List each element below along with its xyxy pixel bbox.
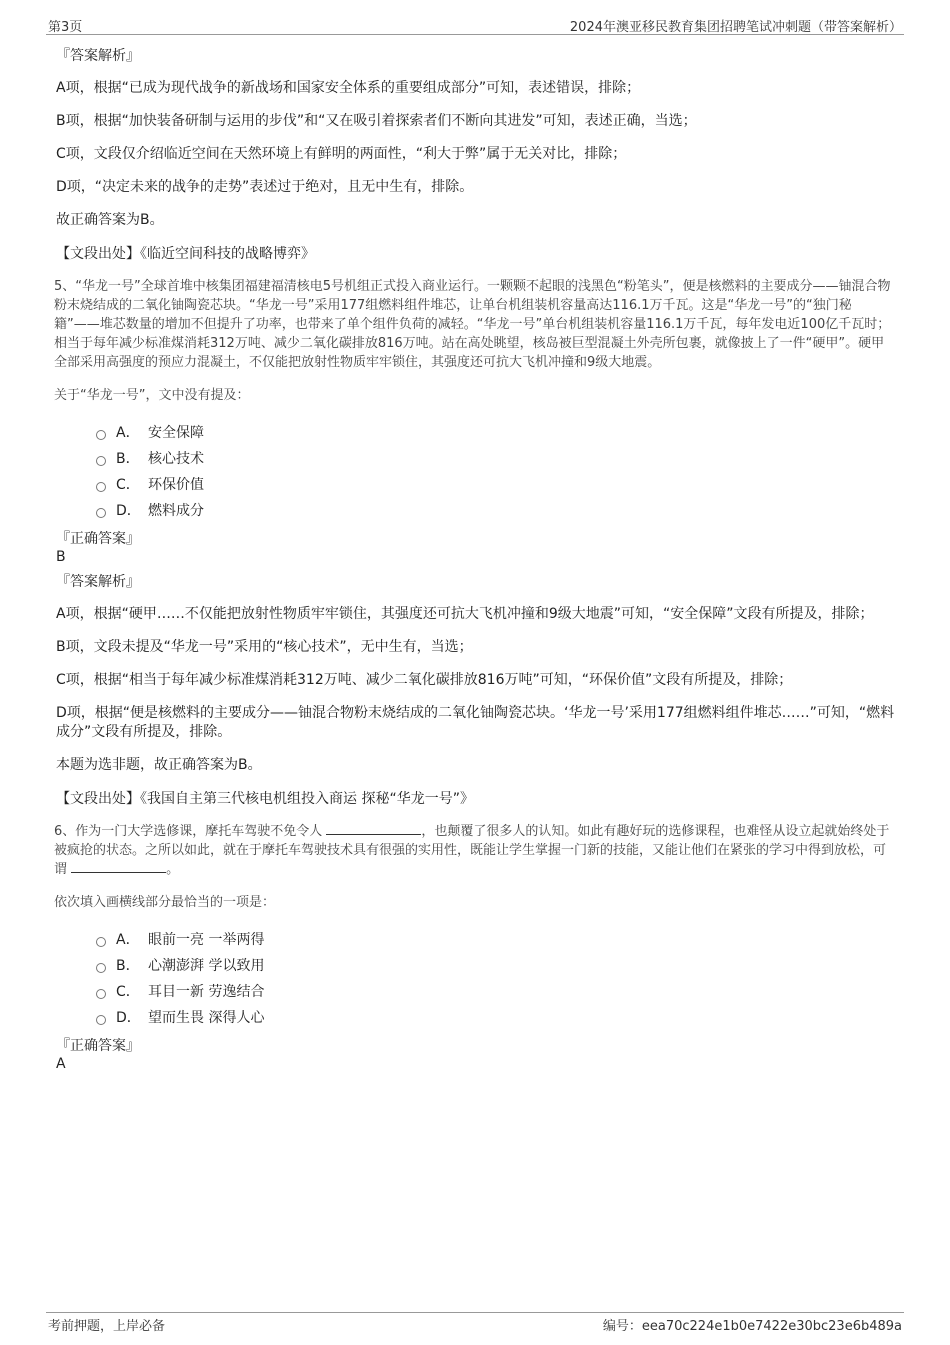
q6-answer: A [56, 1056, 66, 1072]
q6-text-part1: 6、作为一门大学选修课，摩托车驾驶不免令人 [54, 824, 323, 839]
q6-answer-label: 『正确答案』 [56, 1038, 140, 1054]
q6-option-a[interactable] [96, 927, 896, 953]
q5-option-b[interactable] [96, 446, 896, 472]
radio-icon[interactable] [96, 456, 106, 466]
option-text: 心潮澎湃 学以致用 [148, 958, 265, 974]
option-text: 耳目一新 劳逸结合 [148, 984, 265, 1000]
footer-serial: 编号：eea70c224e1b0e7422e30bc23e6b489a [602, 1319, 902, 1334]
option-letter: D． [116, 1010, 141, 1026]
q4-analysis-c: C项，文段仅介绍临近空间在天然环境上有鲜明的两面性，“利大于弊”属于无关对比，排除； [56, 146, 627, 162]
q5-text: 5、“华龙一号”全球首堆中核集团福建福清核电5号机组正式投入商业运行。一颗颗不起眼的浅黑色“粉笔头”，便是核燃料的主要成分——铀混合物粉末烧结成的二氧化铀陶瓷芯块。“华龙一号”采用177组燃料组件堆芯，让单台机组装机容量高达116.1万千瓦。这是“华龙一号”的“独门秘籍”——堆芯数量的增加不但提升了功率，也带来了单个组件负荷的减轻。“华龙一号”单台机组装机容量116.1万千瓦，每年发电近100亿千瓦时；相当于每年减少标准煤消耗312万吨、减少二氧化碳排放816万吨。站在高处眺望，核岛被巨型混凝土外壳所包裹，就像披上了一件“硬甲”。硬甲全部采用高强度的预应力混凝土，不仅能把放射性物质牢牢锁住，其强度还可抗大飞机冲撞和9级大地震。 [54, 279, 891, 370]
q5-conclusion: 本题为选非题，故正确答案为B。 [56, 757, 262, 773]
q4-analysis-d: D项，“决定未来的战争的走势”表述过于绝对，且无中生有，排除。 [56, 179, 474, 195]
page-content [56, 46, 896, 1079]
option-letter: C． [116, 984, 140, 1000]
q6-option-b[interactable] [96, 953, 896, 979]
q5-option-d[interactable] [96, 498, 896, 524]
fill-blank-1 [326, 822, 421, 835]
q4-source: 【文段出处】《临近空间科技的战略博弈》 [56, 246, 315, 262]
q5-options [96, 420, 896, 524]
q6-option-c[interactable] [96, 979, 896, 1005]
option-letter: A． [116, 932, 140, 948]
radio-icon[interactable] [96, 1015, 106, 1025]
page-header [46, 16, 904, 35]
option-text: 安全保障 [148, 425, 204, 441]
q5-analysis-d: D项，根据“便是核燃料的主要成分——铀混合物粉末烧结成的二氧化铀陶瓷芯块。‘华龙一号’采用177组燃料组件堆芯……”可知，“燃料成分”文段有所提及，排除。 [56, 705, 895, 740]
q6-prompt: 依次填入画横线部分最恰当的一项是： [54, 895, 276, 910]
radio-icon[interactable] [96, 482, 106, 492]
option-letter: C． [116, 477, 140, 493]
footer-slogan: 考前押题，上岸必备 [48, 1319, 166, 1334]
q5-answer: B [56, 549, 66, 565]
radio-icon[interactable] [96, 508, 106, 518]
radio-icon[interactable] [96, 430, 106, 440]
page-footer [46, 1312, 904, 1333]
q6-option-d[interactable] [96, 1005, 896, 1031]
option-text: 核心技术 [148, 451, 204, 467]
radio-icon[interactable] [96, 937, 106, 947]
document-title: 2024年澳亚移民教育集团招聘笔试冲刺题（带答案解析） [569, 20, 902, 35]
q5-prompt: 关于“华龙一号”，文中没有提及： [54, 388, 250, 403]
option-letter: D． [116, 503, 141, 519]
q5-analysis-b: B项，文段未提及“华龙一号”采用的“核心技术”，无中生有，当选； [56, 639, 473, 655]
q6-options [96, 927, 896, 1031]
option-letter: B． [116, 451, 140, 467]
q4-analysis-a: A项，根据“已成为现代战争的新战场和国家安全体系的重要组成部分”可知，表述错误，排除； [56, 80, 641, 96]
q6-text-part2: ，也颠覆了很多人的认知。如此有趣好玩的选修课程，也难怪从设立起就始终处于被疯抢的状态。之所以如此，就在于摩托车驾驶技术具有很强的实用性，既能让学生掌握一门新的技能，又能让他们在紧张的学习中得到放松，可谓 [54, 824, 890, 877]
option-letter: B． [116, 958, 140, 974]
q5-analysis-c: C项，根据“相当于每年减少标准煤消耗312万吨、减少二氧化碳排放816万吨”可知，“环保价值”文段有所提及，排除； [56, 672, 793, 688]
q5-option-c[interactable] [96, 472, 896, 498]
q5-option-a[interactable] [96, 420, 896, 446]
q5-answer-label: 『正确答案』 [56, 531, 140, 547]
q5-source: 【文段出处】《我国自主第三代核电机组投入商运 探秘“华龙一号”》 [56, 791, 474, 807]
q6-text-part3: 。 [166, 862, 180, 877]
q5-analysis-label: 『答案解析』 [56, 574, 140, 590]
fill-blank-2 [71, 860, 166, 873]
radio-icon[interactable] [96, 963, 106, 973]
q5-analysis-a: A项，根据“硬甲……不仅能把放射性物质牢牢锁住，其强度还可抗大飞机冲撞和9级大地震”可知，“安全保障”文段有所提及，排除； [56, 606, 874, 622]
option-text: 眼前一亮 一举两得 [148, 932, 265, 948]
option-text: 燃料成分 [148, 503, 204, 519]
q6-text [54, 822, 896, 879]
q4-analysis-label: 『答案解析』 [56, 48, 140, 64]
option-text: 环保价值 [148, 477, 204, 493]
radio-icon[interactable] [96, 989, 106, 999]
page-number: 第3页 [48, 20, 83, 35]
option-text: 望而生畏 深得人心 [148, 1010, 265, 1026]
q4-analysis-b: B项，根据“加快装备研制与运用的步伐”和“又在吸引着探索者们不断向其进发”可知，表述正确，当选； [56, 113, 697, 129]
q4-conclusion: 故正确答案为B。 [56, 212, 164, 228]
option-letter: A． [116, 425, 140, 441]
